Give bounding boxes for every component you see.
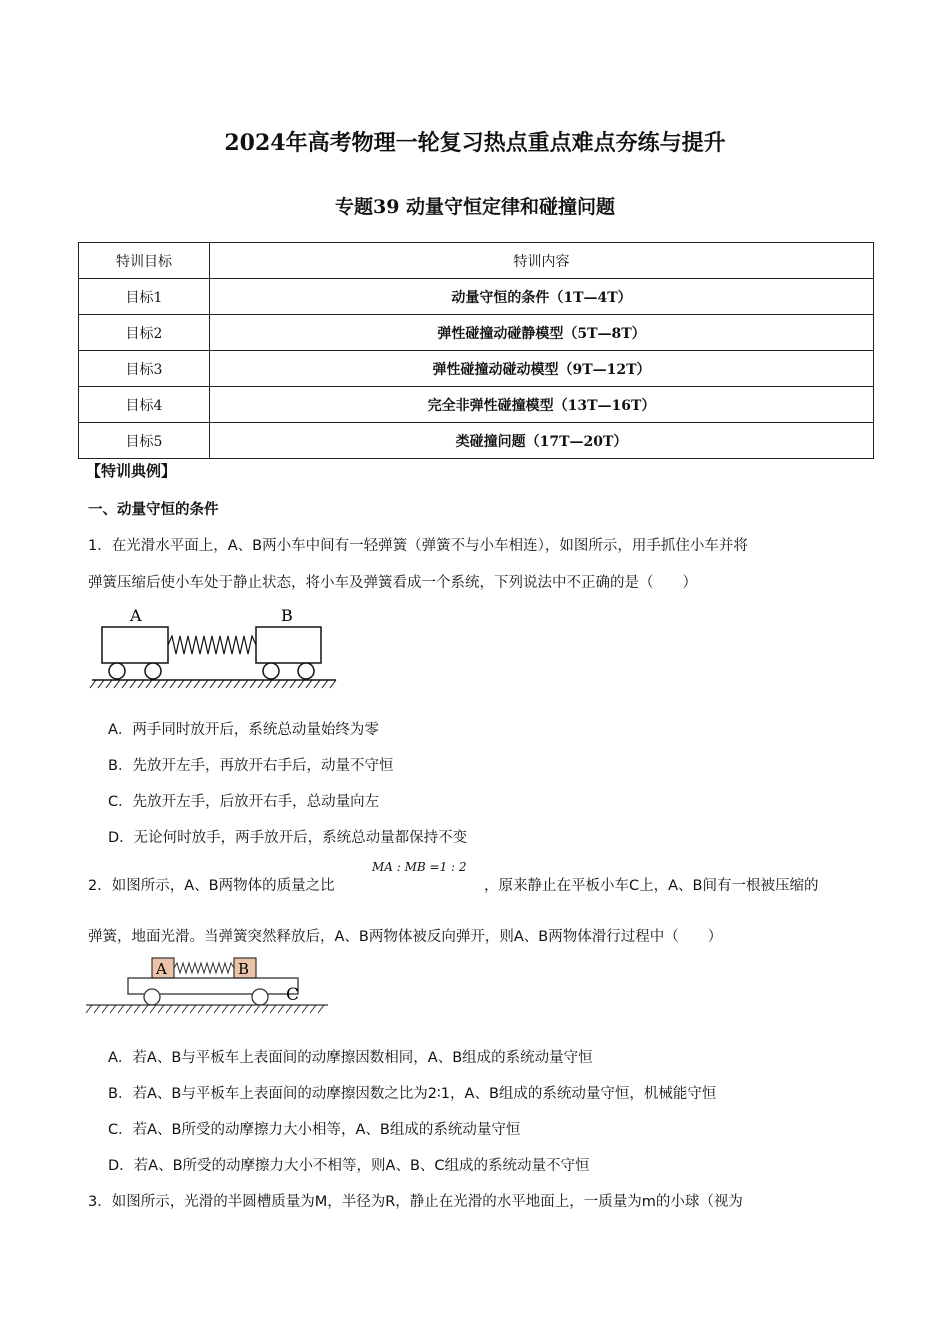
table-row [79, 423, 874, 459]
cart-b [256, 627, 321, 663]
wheel [109, 663, 125, 679]
q2-line2: 弹簧，地面光滑。当弹簧突然释放后，A、B两物体被反向弹开，则A、B两物体滑行过程中（ ） [88, 929, 723, 945]
q2-line1-post: ，原来静止在平板小车C上，A、B间有一根被压缩的 [484, 878, 819, 894]
training-targets-table [78, 242, 874, 459]
table-cell: 目标4 [79, 387, 210, 423]
q2-option-b: B．若A、B与平板车上表面间的动摩擦因数之比为2∶1，A、B组成的系统动量守恒，机械能守恒 [108, 1086, 717, 1102]
table-cell: 目标1 [79, 279, 210, 315]
table-cell: 类碰撞问题（17T—20T） [210, 423, 874, 459]
cart-c-label: C [286, 985, 300, 1005]
spring [174, 963, 234, 973]
cart-a [102, 627, 168, 663]
cart-b-label: B [281, 606, 293, 625]
wheel [145, 663, 161, 679]
q1-carts-figure [88, 600, 340, 692]
ground-hatch [90, 680, 336, 688]
page-subtitle: 专题39 动量守恒定律和碰撞问题 [334, 196, 616, 218]
table-row [79, 279, 874, 315]
q2-option-c: C．若A、B所受的动摩擦力大小相等，A、B组成的系统动量守恒 [108, 1122, 521, 1138]
q1-option-a: A．两手同时放开后，系统总动量始终为零 [108, 722, 379, 738]
q2-option-d: D．若A、B所受的动摩擦力大小不相等，则A、B、C组成的系统动量不守恒 [108, 1158, 590, 1174]
mass-ratio-formula: MA : MB =1 : 2 [372, 860, 467, 874]
table-header-cell: 特训内容 [210, 243, 874, 279]
q1-line1: 1．在光滑水平面上，A、B两小车中间有一轻弹簧（弹簧不与小车相连），如图所示，用手抓住小车并将 [88, 538, 748, 554]
wheel [252, 989, 268, 1005]
q1-option-b: B．先放开左手，再放开右手后，动量不守恒 [108, 758, 394, 774]
spring [168, 636, 256, 654]
table-cell: 目标3 [79, 351, 210, 387]
q2-option-a: A．若A、B与平板车上表面间的动摩擦因数相同，A、B组成的系统动量守恒 [108, 1050, 593, 1066]
q2-cart-figure [84, 952, 334, 1016]
wheel [263, 663, 279, 679]
table-row [79, 387, 874, 423]
table-cell: 弹性碰撞动碰静模型（5T—8T） [210, 315, 874, 351]
table-cell: 目标2 [79, 315, 210, 351]
wheel [298, 663, 314, 679]
q1-option-d: D．无论何时放手，两手放开后，系统总动量都保持不变 [108, 830, 468, 846]
table-row [79, 315, 874, 351]
table-row [79, 351, 874, 387]
page-title: 2024年高考物理一轮复习热点重点难点夯练与提升 [224, 130, 726, 156]
table-cell: 目标5 [79, 423, 210, 459]
cart-a-label: A [130, 606, 142, 625]
q1-line2: 弹簧压缩后使小车处于静止状态，将小车及弹簧看成一个系统，下列说法中不正确的是（ ） [88, 575, 697, 591]
wheel [144, 989, 160, 1005]
block-b-label: B [238, 960, 250, 978]
q1-option-c: C．先放开左手，后放开右手，总动量向左 [108, 794, 380, 810]
block-a-label: A [156, 960, 167, 978]
table-header-cell: 特训目标 [79, 243, 210, 279]
section-header: 【特训典例】 [86, 462, 177, 480]
q2-line1-pre: 2．如图所示，A、B两物体的质量之比 [88, 878, 335, 894]
q3-line1: 3．如图所示，光滑的半圆槽质量为M，半径为R，静止在光滑的水平地面上，一质量为m的小球（视为 [88, 1194, 743, 1210]
table-header-row [79, 243, 874, 279]
section-heading-1: 一、动量守恒的条件 [88, 502, 219, 518]
ground-hatch [86, 1005, 324, 1013]
table-cell: 弹性碰撞动碰动模型（9T—12T） [210, 351, 874, 387]
table-cell: 动量守恒的条件（1T—4T） [210, 279, 874, 315]
table-cell: 完全非弹性碰撞模型（13T—16T） [210, 387, 874, 423]
